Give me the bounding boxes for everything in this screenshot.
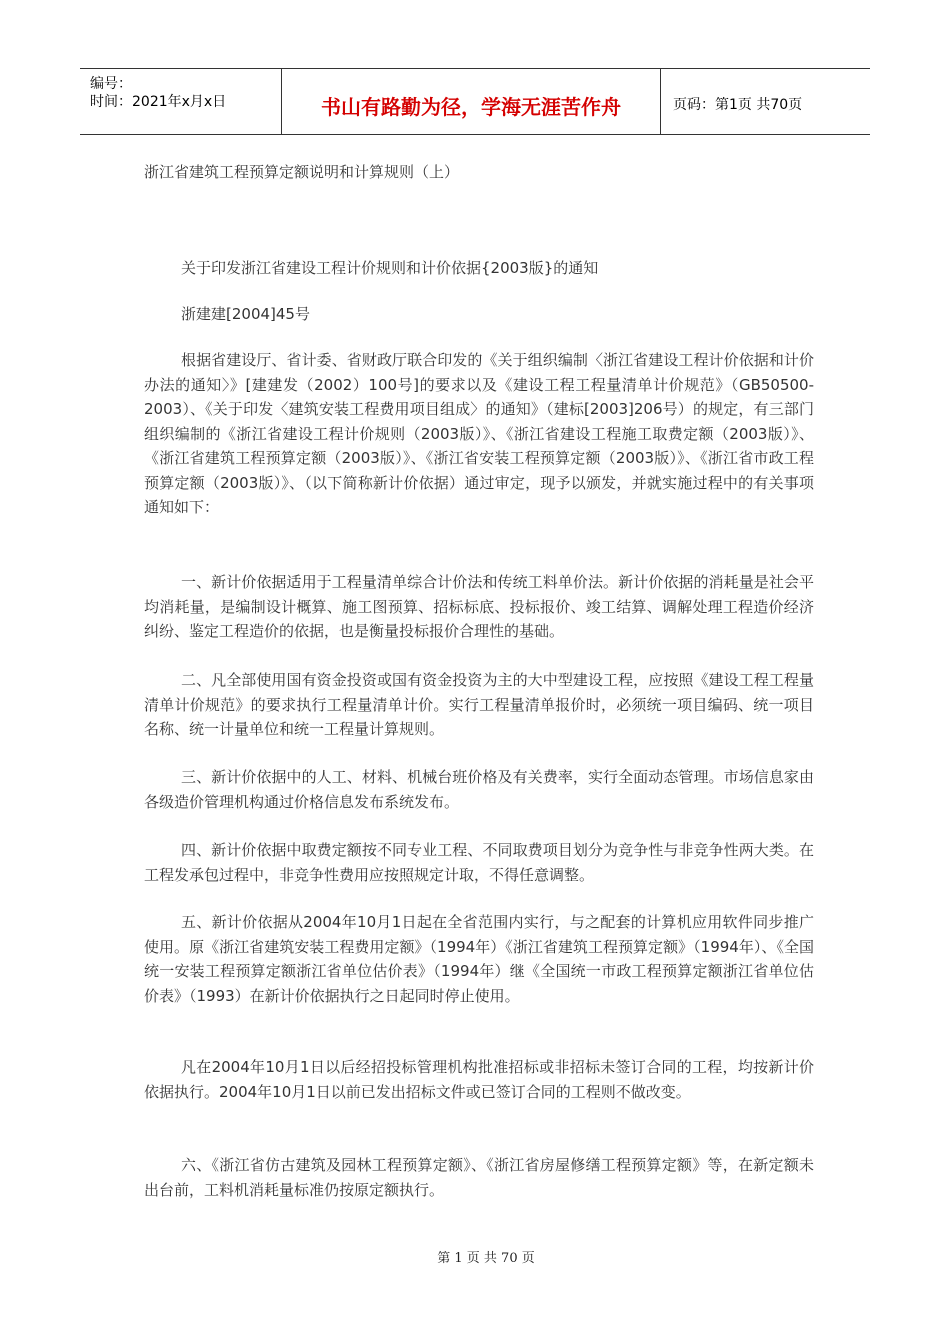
- body-paragraph-item-6: 六、《浙江省仿古建筑及园林工程预算定额》、《浙江省房屋修缮工程预算定额》等，在新定额未出台前，工料机消耗量标准仍按原定额执行。: [144, 1156, 814, 1199]
- notice-title: 关于印发浙江省建设工程计价规则和计价依据{2003版}的通知: [181, 259, 599, 277]
- document-number-label: 编号：: [90, 76, 132, 92]
- header-meta-cell: [80, 69, 281, 134]
- document-title: 浙江省建筑工程预算定额说明和计算规则（上）: [144, 163, 460, 181]
- motto-text: 书山有路勤为径，学海无涯苦作舟: [321, 95, 621, 119]
- header-motto-cell: [281, 69, 661, 134]
- body-paragraph-item-4: 四、新计价依据中取费定额按不同专业工程、不同取费项目划分为竞争性与非竞争性两大类。在工程发承包过程中，非竞争性费用应按照规定计取，不得任意调整。: [144, 841, 814, 884]
- body-paragraph-intro: 根据省建设厅、省计委、省财政厅联合印发的《关于组织编制〈浙江省建设工程计价依据和计价办法的通知〉》[建建发（2002）100号]的要求以及《建设工程工程量清单计价规范》（GB50500-2003）、《关于印发〈建筑安装工程费用项目组成〉的通知》（建标[2003]206号）的规定，有三部门组织编制的《浙江省建设工程计价规则（2003版）》、《浙江省建设工程施工取费定额（2003版）》、《浙江省建筑工程预算定额（2003版）》、《浙江省安装工程预算定额（2003版）》、《浙江省市政工程预算定额（2003版）》、（以下简称新计价依据）通过审定，现予以颁发，并就实施过程中的有关事项通知如下：: [144, 351, 814, 516]
- page-footer: 第 1 页 共 70 页: [437, 1251, 535, 1266]
- body-paragraph-item-2: 二、凡全部使用国有资金投资或国有资金投资为主的大中型建设工程，应按照《建设工程工程量清单计价规范》的要求执行工程量清单计价。实行工程量清单报价时，必须统一项目编码、统一项目名称、统一计量单位和统一工程量计算规则。: [144, 671, 814, 738]
- header-page-cell: [661, 69, 870, 134]
- body-paragraph-item-1: 一、新计价依据适用于工程量清单综合计价法和传统工料单价法。新计价依据的消耗量是社会平均消耗量，是编制设计概算、施工图预算、招标标底、投标报价、竣工结算、调解处理工程造价经济纠纷、鉴定工程造价的依据，也是衡量投标报价合理性的基础。: [144, 573, 814, 640]
- body-paragraph-item-5: 五、新计价依据从2004年10月1日起在全省范围内实行，与之配套的计算机应用软件同步推广使用。原《浙江省建筑安装工程费用定额》（1994年）《浙江省建筑工程预算定额》（1994年）、《全国统一安装工程预算定额浙江省单位估价表》（1994年）继《全国统一市政工程预算定额浙江省单位估价表》（1993）在新计价依据执行之日起同时停止使用。: [144, 913, 814, 1005]
- page-header: [80, 68, 870, 135]
- document-reference-number: 浙建建[2004]45号: [181, 305, 310, 323]
- document-time-label: 时间：2021年x月x日: [90, 94, 227, 110]
- body-paragraph-item-3: 三、新计价依据中的人工、材料、机械台班价格及有关费率，实行全面动态管理。市场信息家由各级造价管理机构通过价格信息发布系统发布。: [144, 768, 814, 811]
- body-paragraph-item-5-note: 凡在2004年10月1日以后经招投标管理机构批准招标或非招标未签订合同的工程，均按新计价依据执行。2004年10月1日以前已发出招标文件或已签订合同的工程则不做改变。: [144, 1058, 814, 1101]
- page-number-label: 页码：第1页 共70页: [673, 97, 803, 113]
